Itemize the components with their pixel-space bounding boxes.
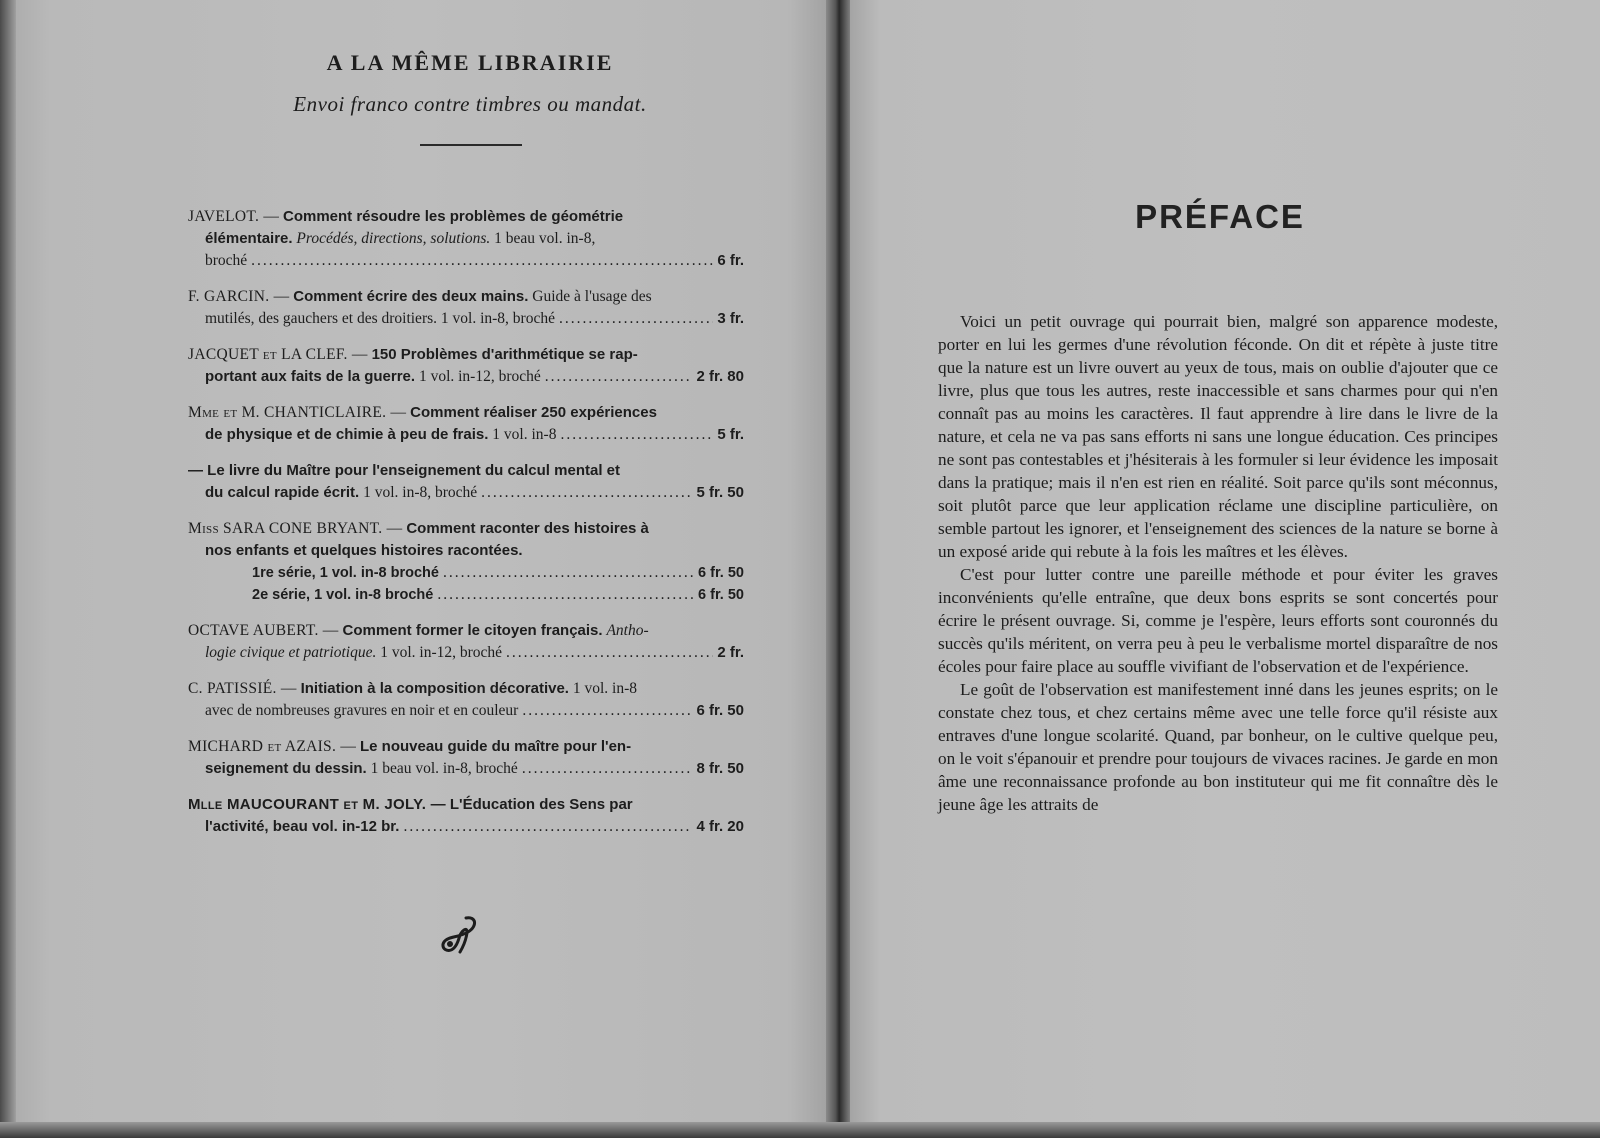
entry-title: Comment raconter des histoires à <box>406 520 649 537</box>
catalog-entry <box>188 460 744 504</box>
ornament-icon <box>436 912 484 960</box>
entry-format: 1 vol. in-12, broché <box>380 644 503 661</box>
series-label: 1re série, 1 vol. in-8 broché <box>252 565 439 581</box>
entry-author: Mlle MAUCOURANT et M. JOLY. — <box>188 796 446 813</box>
catalog-entry <box>188 518 744 606</box>
entry-title: Comment réaliser 250 expériences <box>410 404 657 421</box>
entry-title: 150 Problèmes d'arithmétique se rap- <box>371 346 638 363</box>
catalog-entry <box>188 402 744 446</box>
entry-format: broché <box>205 252 248 269</box>
entry-price: 4 fr. 20 <box>696 818 744 835</box>
entry-price: 6 fr. 50 <box>696 702 744 719</box>
catalog-subtitle: Envoi franco contre timbres ou mandat. <box>293 92 647 116</box>
entry-title: Comment former le citoyen français. <box>342 622 603 639</box>
entry-price: 2 fr. <box>717 644 744 661</box>
entry-title-cont: élémentaire. <box>205 230 293 247</box>
entry-title-cont: portant aux faits de la guerre. <box>205 368 416 385</box>
entry-format: avec de nombreuses gravures en noir et en couleur <box>205 702 519 719</box>
catalog-entry <box>188 286 744 330</box>
entry-author: C. PATISSIÉ. — <box>188 680 297 697</box>
left-edge-shadow <box>0 0 16 1138</box>
preface-paragraph: Voici un petit ouvrage qui pourrait bien, malgré son apparence modeste, porter en lui les germes d'une révolution féconde. On dit et répète à juste titre que la nature est un livre ouvert au yeux de tous, mais on oublie d'ajouter que ce livre, plus que tous les autres, reste inaccessible et sans charmes pour qui n'en connaît pas au moins les caractères. Il faut apprendre à lire dans le livre de la nature, et cela ne va pas sans efforts ni sans une longue éducation. Ces principes ne sont pas contestables et j'hésiterais à les formuler si leur évidence les imposait dans la pratique; mais il n'en est rien en réalité. Soit parce qu'ils sont méconnus, soit plutôt parce que leur application réclame une discipline particulière, on semble partout les ignorer, et l'enseignement des sciences de la nature se borne à un exposé aride qui rebute à la fois les maîtres et les élèves. <box>938 312 1498 561</box>
entry-price: 8 fr. 50 <box>696 760 744 777</box>
bottom-edge-shadow <box>0 1122 1600 1138</box>
entry-author: Miss SARA CONE BRYANT. — <box>188 520 403 537</box>
entry-price: 6 fr. 50 <box>698 587 744 603</box>
catalog-entry <box>188 678 744 722</box>
entry-format: 1 vol. in-8 <box>492 426 557 443</box>
catalog-title: A LA MÊME LIBRAIRIE <box>326 50 614 75</box>
entry-title: L'Éducation des Sens par <box>449 796 633 813</box>
entry-format: 1 vol. in-12, broché <box>418 368 541 385</box>
entry-author: F. GARCIN. — <box>188 288 290 305</box>
catalog-entry <box>188 794 744 838</box>
series-label: 2e série, 1 vol. in-8 broché <box>252 587 434 603</box>
entry-price: 6 fr. 50 <box>698 565 744 581</box>
entry-title: Comment résoudre les problèmes de géométrie <box>283 208 624 225</box>
entry-format: 1 vol. in-8 <box>572 680 638 697</box>
entry-title-cont: du calcul rapide écrit. <box>205 484 360 501</box>
catalog-list <box>188 206 744 852</box>
entry-author: JAVELOT. — <box>188 208 280 225</box>
entry-subtitle: Procédés, directions, solutions. <box>296 230 491 247</box>
entry-title-cont: l'activité, beau vol. in-12 br. <box>205 818 400 835</box>
entry-format: mutilés, des gauchers et des droitiers. 1 vol. in-8, broché <box>205 310 555 327</box>
entry-title: — Le livre du Maître pour l'enseignement du calcul mental et <box>188 462 620 479</box>
catalog-entry <box>188 206 744 272</box>
entry-author: MICHARD et AZAIS. — <box>188 738 357 755</box>
entry-author: JACQUET et LA CLEF. — <box>188 346 368 363</box>
entry-title: Initiation à la composition décorative. <box>300 680 569 697</box>
entry-title-cont: de physique et de chimie à peu de frais. <box>205 426 489 443</box>
entry-format: 1 vol. in-8, broché <box>363 484 478 501</box>
entry-price: 2 fr. 80 <box>696 368 744 385</box>
catalog-entry <box>188 344 744 388</box>
preface-paragraph: C'est pour lutter contre une pareille méthode et pour éviter les graves inconvénients qu'elle entraîne, que deux bons esprits se sont concertés pour écrire le présent ouvrage. Si, comme je l'espère, leurs efforts sont couronnés du succès qu'ils méritent, on verra peu à peu le verbalisme mortel disparaître de nos écoles pour faire place au souffle vivifiant de l'observation et de l'expérience. <box>938 565 1498 676</box>
entry-title-cont: seignement du dessin. <box>205 760 367 777</box>
preface-body <box>938 310 1498 816</box>
entry-price: 5 fr. <box>717 426 744 443</box>
entry-format: 1 beau vol. in-8, broché <box>370 760 518 777</box>
entry-format: Guide à l'usage des <box>532 288 652 305</box>
entry-price: 6 fr. <box>717 252 744 269</box>
book-gutter <box>826 0 850 1138</box>
entry-title: Comment écrire des deux mains. <box>293 288 529 305</box>
entry-title-cont: nos enfants et quelques histoires racontées. <box>205 542 523 559</box>
title-rule <box>420 144 522 146</box>
entry-subtitle: Antho- <box>606 622 649 639</box>
preface-title: PRÉFACE <box>1135 198 1305 235</box>
entry-format: 1 beau vol. in-8, <box>494 230 596 247</box>
entry-subtitle: logie civique et patriotique. <box>205 644 377 661</box>
entry-author: OCTAVE AUBERT. — <box>188 622 339 639</box>
entry-price: 5 fr. 50 <box>696 484 744 501</box>
entry-title: Le nouveau guide du maître pour l'en- <box>360 738 632 755</box>
catalog-entry <box>188 736 744 780</box>
entry-price: 3 fr. <box>717 310 744 327</box>
entry-author: Mme et M. CHANTICLAIRE. — <box>188 404 407 421</box>
preface-paragraph: Le goût de l'observation est manifestement inné dans les jeunes esprits; on le constate chez tous, et chez certains même avec une telle force qu'il résiste aux entraves d'une longue scolarité. Quand, par bonheur, on le cultive quelque peu, on le voit s'épanouir et prendre pour toujours de vivaces racines. Je garde en mon âme une reconnaissance profonde au bon instituteur qui me fit connaître dès le jeune âge les attraits de <box>938 680 1498 814</box>
catalog-entry <box>188 620 744 664</box>
